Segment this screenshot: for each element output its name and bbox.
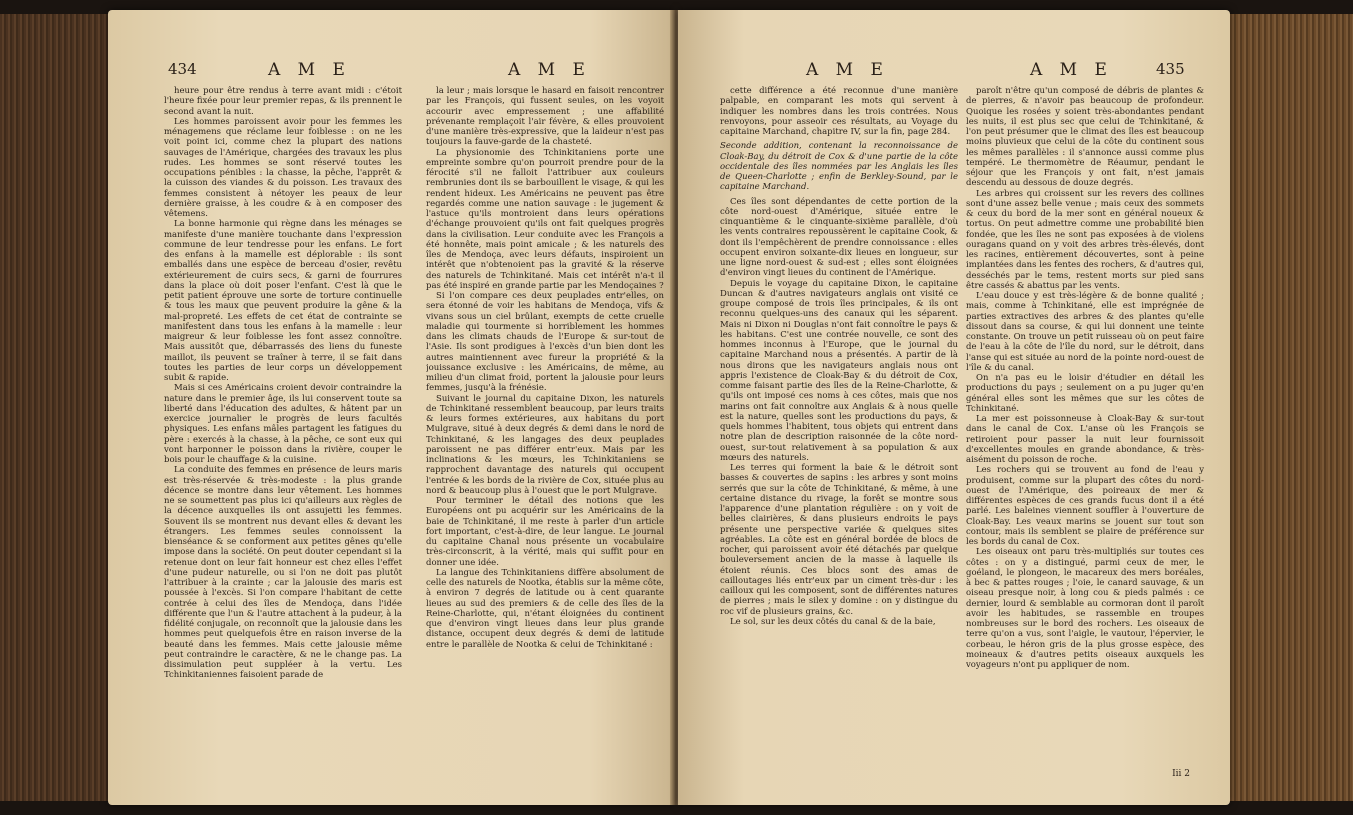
page-number: 435 — [1156, 60, 1185, 78]
paragraph: La bonne harmonie qui règne dans les ménages se manifeste d'une manière touchante dans l'expression commune de leur tendresse pour les enfans. Le fort des enfans à la mamelle est déplorable : ils sont emballés dans une espèce de berceau d'osier, revêtu extérieurement de cuirs secs, & garni de fourrures dans la place où doit poser l'enfant. C'est là que le petit patient éprouve une sorte de torture continuelle & tous les maux que peuvent produire la gêne & la mal-propreté. Les effets de cet état de contrainte se manifestent dans tous les enfans à la mamelle : leur maigreur & leur foiblesse les font assez connoître. Mais aussitôt que, débarrassés des liens du funeste maillot, ils peuvent se traîner à terre, il se fait dans toutes les parties de leur corps un développement subit & rapide. — [164, 219, 402, 383]
paragraph: Les hommes paroissent avoir pour les femmes les ménagemens que réclame leur foiblesse : on ne les voit point ici, comme chez la plupart des nations sauvages de l'Amérique, chargées des travaux les plus rudes. Les hommes se sont réservé toutes les occupations pénibles : la chasse, la pêche, l'apprêt & la cuisson des viandes & du poisson. Les travaux des femmes consistent à nétoyer les peaux de leur dernière graisse, à les coudre & à en composer des vêtemens. — [164, 116, 402, 219]
running-head-right: A M E — [1030, 60, 1113, 80]
right-page-column-1 — [720, 86, 958, 786]
paragraph: Depuis le voyage du capitaine Dixon, le capitaine Duncan & d'autres navigateurs anglais ont visité ce groupe composé de trois îles principales, & ils ont reconnu quelques-uns des canaux qui les séparent. Mais ni Dixon ni Douglas n'ont fait connoître le pays & les habitans. C'est une contrée nouvelle, ce sont des hommes inconnus à l'Europe, que le journal du capitaine Marchand nous a présentés. A partir de là nous dirons que les navigateurs anglais nous ont appris l'existence de Cloak-Bay & du détroit de Cox, comme faisant partie des îles de la Reine-Charlotte, & qu'ils ont imposé ces noms à ces côtes, mais que nos marins ont fait connoître aux Anglais & à nous quelle est la nature, quelles sont les productions du pays, & quels hommes l'habitent, tous objets qui entrent dans notre plan de description raisonnée de la côte nord-ouest, sur-tout relativement à sa population & aux mœurs des naturels. — [720, 278, 958, 463]
left-page — [108, 10, 674, 805]
paragraph: Les rochers qui se trouvent au fond de l'eau y produisent, comme sur la plupart des côtes du nord-ouest de l'Amérique, des poireaux de mer & différentes espèces de ces grands fucus dont il a été parlé. Les baleines viennent souffler à l'ouverture de Cloak-Bay. Les veaux marins se jouent sur tout son contour, mais ils semblent se plaire de préférence sur les bords du canal de Cox. — [966, 465, 1204, 547]
paragraph: Le sol, sur les deux côtés du canal & de la baie, — [730, 616, 936, 627]
running-head-right: A M E — [508, 60, 591, 80]
paragraph: La langue des Tchinkitaniens diffère absolument de celle des naturels de Nootka, établis sur la même côte, à environ 7 degrés de latitude ou à cent quarante lieues au sud des premiers & de celle des îles de la Reine-Charlotte, qui, n'étant éloignées du continent que d'environ vingt lieues dans leur plus grande distance, occupent deux degrés & demi de latitude entre le parallèle de Nootka & celui de Tchinkitané : — [426, 567, 664, 650]
left-page-column-2 — [426, 86, 664, 786]
paragraph: Les arbres qui croissent sur les revers des collines sont d'une assez belle venue ; mais ceux des sommets & ceux du bord de la mer sont en général noueux & tortus. On peut admettre comme une probabilité bien fondée, que les îles ne sont pas exposées à de violens ouragans quand on y voit des arbres très-élevés, dont les racines, entièrement découvertes, sont à peine implantées dans les fentes des rochers, & d'autres qui, desséchés par le tems, restent morts sur pied sans être cassés & abattus par les vents. — [966, 188, 1204, 291]
paragraph: la leur ; mais lorsque le hasard en faisoit rencontrer par les François, qui fussent seules, on les voyoit accourir avec empressement ; une affabilité prévenante remplaçoit l'air févère, & elles prouvoient d'une manière très-expressive, que la laideur n'est pas toujours la fauve-garde de la chasteté. — [426, 86, 664, 148]
paragraph: La physionomie des Tchinkitaniens porte une empreinte sombre qu'on pourroit prendre pour de la férocité s'il ne falloit l'attribuer aux couleurs rembrunies dont ils se barbouillent le visage, & qui les rendent hideux. Les Américains ne peuvent pas être regardés comme une nation sauvage : le jugement & l'astuce qu'ils montroient dans leurs opérations d'échange prouvoient qu'ils ont fait quelques progrès dans la civilisation. Leur conduite avec les François a été honnête, mais point amicale ; & les naturels des îles de Mendoça, avec leurs défauts, inspiroient un intérêt que n'obtenoient pas la gravité & la réserve des naturels de Tchinkitané. Mais cet intérêt n'a-t il pas été inspiré en grande partie par les Mendoçaines ? — [426, 147, 664, 291]
right-page-header — [678, 58, 1230, 86]
paragraph: Mais si ces Américains croient devoir contraindre la nature dans le premier âge, ils lui conservent toute sa liberté dans l'éducation des adultes, & hâtent par un exercice journalier le progrès de leurs facultés physiques. Les enfans mâles partagent les fatigues du père : exercés à la chasse, à la pêche, ce sont eux qui vont harponner le poisson dans la rivière, couper le bois pour le chauffage & la cuisine. — [164, 383, 402, 465]
paragraph: Suivant le journal du capitaine Dixon, les naturels de Tchinkitané ressemblent beaucoup, par leurs traits & leurs formes extérieures, aux habitans du port Mulgrave, situé à deux degrés & demi dans le nord de Tchinkitané, & les langages des deux peuplades paroissent ne pas différer entr'eux. Mais par les inclinations & les mœurs, les Tchinkitaniens se rapprochent davantage des naturels qui occupent l'entrée & les bords de la rivière de Cox, située plus au nord & beaucoup plus à l'ouest que le port Mulgrave. — [426, 393, 664, 496]
paragraph: Pour terminer le détail des notions que les Européens ont pu acquérir sur les Américains de la baie de Tchinkitané, il me reste à parler d'un article fort important, c'est-à-dire, de leur langue. Le journal du capitaine Chanal nous présente un vocabulaire très-circonscrit, à la vérité, mais qui suffit pour en donner une idée. — [426, 496, 664, 568]
paragraph: paroît n'être qu'un composé de débris de plantes & de pierres, & n'avoir pas beaucoup de profondeur. Quoique les rosées y soient très-abondantes pendant les nuits, il est plus sec que celui de Tchinkitané, & l'on peut présumer que le climat des îles est beaucoup moins pluvieux que celui de la côte du continent sous les mêmes parallèles : il s'annonce aussi comme plus tempéré. Le thermomètre de Réaumur, pendant le séjour que les François y ont fait, n'est jamais descendu au dessous de douze degrés. — [966, 86, 1204, 189]
paragraph: L'eau douce y est très-légère & de bonne qualité ; mais, comme à Tchinkitané, elle est imprégnée de parties extractives des arbres & des plantes qu'elle dissout dans sa course, & qui lui donnent une teinte constante. On trouve un petit ruisseau où on peut faire de l'eau à la côte de l'île du nord, sur le détroit, dans l'anse qui est située au nord de la pointe nord-ouest de l'île & du canal. — [966, 291, 1204, 373]
paragraph: cette différence a été reconnue d'une manière palpable, en comparant les mots qui servent à indiquer les nombres dans les trois contrées. Nous renvoyons, pour asseoir ces résultats, au Voyage du capitaine Marchand, chapitre IV, sur la fin, page 284. — [720, 86, 958, 137]
paragraph: Si l'on compare ces deux peuplades entr'elles, on sera étonné de voir les habitans de Mendoça, vifs & vivans sous un ciel brûlant, exempts de cette cruelle maladie qui tourmente si horriblement les hommes dans les climats chauds de l'Europe & sur-tout de l'Asie. Ils sont prodigues à l'excès d'un bien dont les autres maintiennent avec fureur la propriété & la jouissance exclusive : les Américains, de même, au milieu d'un climat froid, portent la jalousie pour leurs femmes, jusqu'à la frénésie. — [426, 291, 664, 394]
paragraph: Ces îles sont dépendantes de cette portion de la côte nord-ouest d'Amérique, située entre le cinquantième & le cinquante-sixième parallèle, d'où les vents contraires repoussèrent le capitaine Cook, & dont ils l'empêchèrent de prendre connoissance : elles occupent environ soixante-dix lieues en longueur, sur une ligne nord-ouest & sud-est ; elles sont éloignées d'environ vingt lieues du continent de l'Amérique. — [720, 196, 958, 279]
running-head-left: A M E — [268, 60, 351, 80]
paragraph: Les terres qui forment la baie & le détroit sont basses & couvertes de sapins : les arbres y sont moins serrés que sur la côte de Tchinkitané, & même, à une certaine distance du rivage, la forêt se montre sous l'apparence d'une plantation régulière : on y voit de belles clairières, & dans plusieurs endroits le pays présente une perspective variée & quelques sites agréables. La côte est en général bordée de blocs de rocher, qui paroissent avoir été détachés par quelque bouleversement ancien de la masse à laquelle ils étoient réunis. Ces blocs sont des amas de cailloutages liés entr'eux par un ciment très-dur : les cailloux qui les composent, sont de différentes natures de pierres ; mais le silex y domine : on y distingue du roc vif de plusieurs grains, &c. — [720, 463, 958, 617]
book-edge-right — [1230, 14, 1353, 801]
paragraph: On n'a pas eu le loisir d'étudier en détail les productions du pays ; seulement on a pu juger qu'en général elles sont les mêmes que sur les côtes de Tchinkitané. — [966, 373, 1204, 414]
page-number: 434 — [168, 60, 197, 78]
signature-mark: Iii 2 — [1172, 769, 1190, 779]
paragraph: heure pour être rendus à terre avant midi : c'étoit l'heure fixée pour leur premier repas, & ils prennent le second avant la nuit. — [164, 86, 402, 117]
right-page-column-2 — [966, 86, 1204, 786]
running-head-left: A M E — [806, 60, 889, 80]
section-heading: Seconde addition, contenant la reconnoissance de Cloak-Bay, du détroit de Cox & d'une partie de la côte occidentale des îles nommées par les Anglais les îles de Queen-Charlotte ; enfin de Berkley-Sound, par le capitaine Marchand. — [720, 141, 958, 193]
paragraph: La conduite des femmes en présence de leurs maris est très-réservée & très-modeste : la plus grande décence se montre dans leur vêtement. Les hommes ne se soumettent pas plus ici qu'ailleurs aux règles de la décence auxquelles ils ont assujetti les femmes. Souvent ils se montrent nus devant elles & devant les étrangers. Les femmes seules connoissent la bienséance & se conforment aux petites gênes qu'elle impose dans la société. On peut douter cependant si la retenue dont on leur fait honneur est chez elles l'effet d'une pudeur naturelle, ou si l'on ne doit pas plutôt l'attribuer à la crainte ; car la jalousie des maris est poussée à l'excès. Si l'on compare l'habitant de cette contrée à celui des îles de Mendoça, dans l'idée différente que l'un & l'autre attachent à la pudeur, à la fidélité conjugale, on reconnoît que la jalousie dans les hommes peut quelquefois être en raison inverse de la beauté dans les femmes. Mais cette jalousie même peut contraindre le caractère, & ne le change pas. La dissimulation peut suppléer à la vertu. Les Tchinkitaniennes faisoient parade de — [164, 465, 402, 681]
paragraph: La mer est poissonneuse à Cloak-Bay & sur-tout dans le canal de Cox. L'anse où les François se retiroient pour passer la nuit leur fournissoit d'excellentes moules en grande abondance, & très-aisément du poisson de roche. — [966, 414, 1204, 465]
book-edge-left — [0, 14, 108, 801]
left-page-column-1 — [164, 86, 402, 786]
paragraph: Les oiseaux ont paru très-multipliés sur toutes ces côtes : on y a distingué, parmi ceux de mer, le goéland, le plongeon, le macareux des mers boréales, à bec & pattes rouges ; l'oie, le canard sauvage, & un oiseau presque noir, à long cou & pieds palmés : ce dernier, lourd & semblable au cormoran dont il paroît avoir les habitudes, se rassemble en troupes nombreuses sur le bord des rochers. Les oiseaux de terre qu'on a vus, sont l'aigle, le vautour, l'épervier, le corbeau, le héron gris de la plus grosse espèce, des moineaux & d'autres petits oiseaux auxquels les voyageurs n'ont pu appliquer de nom. — [966, 547, 1204, 670]
left-page-header — [108, 58, 674, 86]
right-page — [678, 10, 1230, 805]
